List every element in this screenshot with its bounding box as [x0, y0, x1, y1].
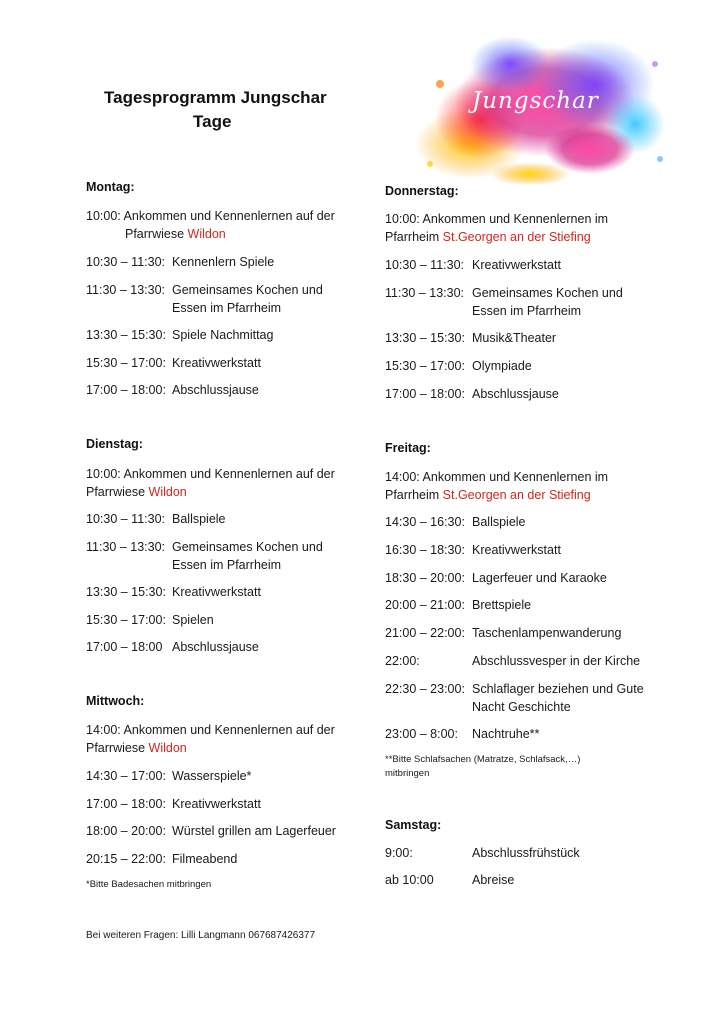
intro-text: Pfarrwiese: [125, 227, 188, 241]
activity-label: Ballspiele: [472, 515, 526, 529]
activity-label: Abreise: [472, 873, 515, 887]
time-label: 10:30 – 11:30:: [86, 255, 166, 269]
activity-label: Kreativwerkstatt: [172, 356, 261, 370]
intro-line-2: [385, 486, 591, 504]
time-label: 14:30 – 16:30:: [385, 515, 465, 529]
time-label: 13:30 – 15:30:: [385, 331, 465, 345]
page-subtitle: Tage: [193, 112, 232, 131]
intro-text: Pfarrwiese: [86, 485, 149, 499]
time-label: 23:00 – 8:00:: [385, 727, 458, 741]
activity-label: Taschenlampenwanderung: [472, 626, 622, 640]
activity-label: Gemeinsames Kochen und: [472, 286, 623, 300]
footnote-continuation: mitbringen: [385, 768, 430, 779]
activity-label: Brettspiele: [472, 598, 532, 612]
activity-label: Würstel grillen am Lagerfeuer: [172, 824, 336, 838]
day-heading-dienstag: Dienstag:: [86, 437, 143, 451]
activity-label: Wasserspiele*: [172, 769, 252, 783]
time-label: 11:30 – 13:30:: [86, 540, 166, 554]
time-label: 15:30 – 17:00:: [86, 356, 166, 370]
page-title: Tagesprogramm Jungschar: [104, 88, 327, 107]
day-heading-donnerstag: Donnerstag:: [385, 184, 459, 198]
time-label: 18:30 – 20:00:: [385, 571, 465, 585]
activity-continuation: Essen im Pfarrheim: [172, 301, 282, 315]
time-label: 20:15 – 22:00:: [86, 852, 166, 866]
activity-label: Olympiade: [472, 359, 532, 373]
activity-label: Kreativwerkstatt: [172, 585, 261, 599]
activity-label: Kreativwerkstatt: [172, 797, 261, 811]
time-label: 16:30 – 18:30:: [385, 543, 465, 557]
activity-label: Abschlussjause: [172, 383, 259, 397]
location-text: Wildon: [148, 485, 187, 499]
activity-label: Nachtruhe**: [472, 727, 540, 741]
time-label: 15:30 – 17:00:: [86, 613, 166, 627]
intro-line-2: [385, 228, 591, 246]
jungschar-logo: [410, 24, 670, 184]
time-label: 17:00 – 18:00: [86, 640, 163, 654]
activity-label: Kennenlern Spiele: [172, 255, 275, 269]
activity-label: Spiele Nachmittag: [172, 328, 274, 342]
time-label: 14:30 – 17:00:: [86, 769, 166, 783]
location-text: Wildon: [148, 741, 187, 755]
time-label: 15:30 – 17:00:: [385, 359, 465, 373]
logo-text: Jungschar: [472, 88, 599, 114]
footnote: *Bitte Badesachen mitbringen: [86, 879, 212, 890]
activity-label: Gemeinsames Kochen und: [172, 283, 323, 297]
time-label: 22:30 – 23:00:: [385, 682, 465, 696]
activity-label: Lagerfeuer und Karaoke: [472, 571, 607, 585]
time-label: 13:30 – 15:30:: [86, 585, 166, 599]
intro-line-2: [86, 739, 187, 757]
intro-line: 10:00: Ankommen und Kennenlernen auf der: [86, 209, 335, 223]
time-label: 21:00 – 22:00:: [385, 626, 465, 640]
time-label: 9:00:: [385, 846, 413, 860]
activity-label: Spielen: [172, 613, 214, 627]
intro-line: 10:00: Ankommen und Kennenlernen im: [385, 212, 609, 226]
location-text: St.Georgen an der Stiefing: [442, 488, 591, 502]
time-label: 10:30 – 11:30:: [86, 512, 166, 526]
time-label: 13:30 – 15:30:: [86, 328, 166, 342]
time-label: 17:00 – 18:00:: [86, 383, 166, 397]
activity-label: Abschlussjause: [172, 640, 259, 654]
time-label: 17:00 – 18:00:: [86, 797, 166, 811]
time-label: 18:00 – 20:00:: [86, 824, 166, 838]
activity-label: Abschlussfrühstück: [472, 846, 580, 860]
activity-label: Abschlussjause: [472, 387, 559, 401]
day-heading-mittwoch: Mittwoch:: [86, 694, 145, 708]
activity-label: Abschlussvesper in der Kirche: [472, 654, 641, 668]
activity-continuation: Nacht Geschichte: [472, 700, 571, 714]
activity-label: Kreativwerkstatt: [472, 543, 561, 557]
intro-text: Pfarrheim: [385, 488, 443, 502]
intro-text: Pfarrheim: [385, 230, 443, 244]
location-text: St.Georgen an der Stiefing: [442, 230, 591, 244]
day-heading-montag: Montag:: [86, 180, 135, 194]
activity-continuation: Essen im Pfarrheim: [472, 304, 582, 318]
activity-continuation: Essen im Pfarrheim: [172, 558, 282, 572]
time-label: 20:00 – 21:00:: [385, 598, 465, 612]
intro-line-2: [125, 225, 226, 243]
intro-line-2: [86, 483, 187, 501]
intro-line: 14:00: Ankommen und Kennenlernen auf der: [86, 723, 335, 737]
intro-text: Pfarrwiese: [86, 741, 149, 755]
activity-label: Gemeinsames Kochen und: [172, 540, 323, 554]
footnote: **Bitte Schlafsachen (Matratze, Schlafsack,…): [385, 754, 581, 765]
day-heading-samstag: Samstag:: [385, 818, 442, 832]
activity-label: Filmeabend: [172, 852, 238, 866]
time-label: 22:00:: [385, 654, 420, 668]
contact-footer: Bei weiteren Fragen: Lilli Langmann 067687426377: [86, 930, 316, 941]
time-label: 11:30 – 13:30:: [86, 283, 166, 297]
location-text: Wildon: [187, 227, 226, 241]
time-label: 11:30 – 13:30:: [385, 286, 465, 300]
day-heading-freitag: Freitag:: [385, 441, 431, 455]
time-label: 17:00 – 18:00:: [385, 387, 465, 401]
activity-label: Musik&Theater: [472, 331, 557, 345]
time-label: ab 10:00: [385, 873, 434, 887]
activity-label: Schlaflager beziehen und Gute: [472, 682, 644, 696]
intro-line: 10:00: Ankommen und Kennenlernen auf der: [86, 467, 335, 481]
intro-line: 14:00: Ankommen und Kennenlernen im: [385, 470, 609, 484]
activity-label: Ballspiele: [172, 512, 226, 526]
time-label: 10:30 – 11:30:: [385, 258, 465, 272]
activity-label: Kreativwerkstatt: [472, 258, 561, 272]
